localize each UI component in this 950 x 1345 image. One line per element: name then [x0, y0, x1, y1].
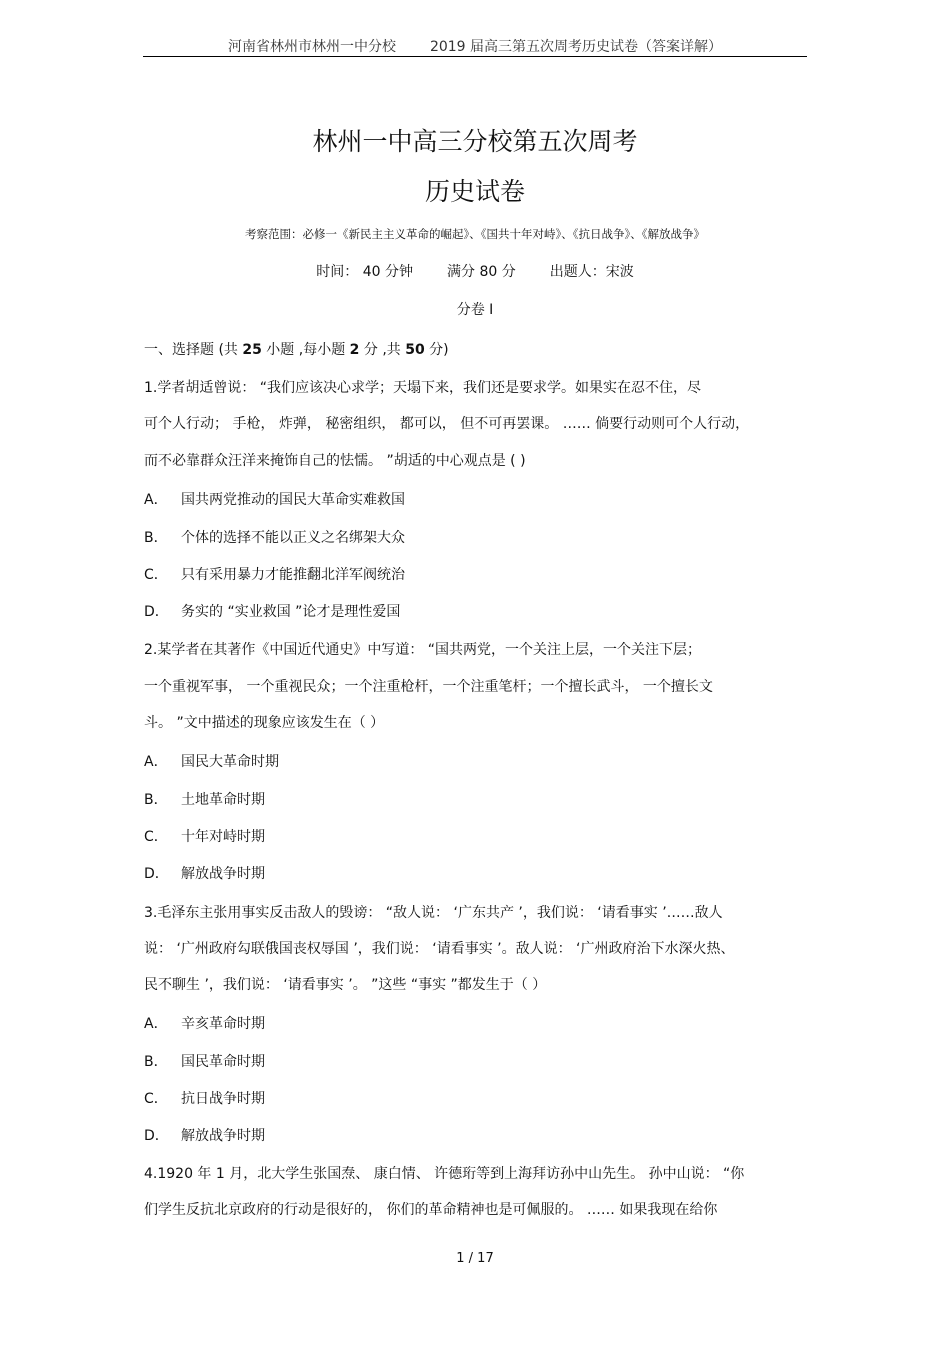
question-2-option-d: D． 解放战争时期 [144, 866, 265, 882]
header-exam: 2019 届高三第五次周考历史试卷（答案详解） [429, 39, 723, 55]
question-1-option-d: D． 务实的 “实业救国 ”论才是理性爱国 [144, 604, 401, 620]
question-2-option-a: A． 国民大革命时期 [144, 754, 279, 770]
question-1-option-a: A． 国共两党推动的国民大革命实难救国 [144, 492, 405, 508]
page-title: 林州一中高三分校第五次周考 [312, 127, 638, 156]
exam-time: 时间： 40 分钟 [316, 264, 413, 280]
question-2-option-b: B． 土地革命时期 [144, 792, 265, 808]
page-number: 1 / 17 [456, 1251, 494, 1266]
exam-scope: 考察范围：必修一《新民主主义革命的崛起》、《国共十年对峙》、《抗日战争》、《解放战争》 [245, 227, 705, 241]
section-heading [144, 339, 449, 359]
section-mid2: 分 ,共 [359, 342, 406, 358]
section-each: 2 [349, 342, 360, 358]
question-3-line-3: 民不聊生 ’，我们说： ‘请看事实 ’。 ”这些 “事实 ”都发生于（ ） [144, 977, 547, 993]
question-1-option-c: C． 只有采用暴力才能推翻北洋军阀统治 [144, 567, 405, 583]
question-1-line-2: 可个人行动； 手枪， 炸弹， 秘密组织， 都可以， 但不可再罢课。 …… 倘要行动则可个人行动， [144, 416, 750, 432]
exam-author: 出题人：宋波 [549, 264, 634, 280]
question-1-line-3: 而不必靠群众汪洋来掩饰自己的怯懦。 ”胡适的中心观点是 ( ) [144, 453, 526, 469]
question-2-line-2: 一个重视军事， 一个重视民众；一个注重枪杆，一个注重笔杆；一个擅长武斗， 一个擅长文 [144, 679, 713, 695]
header-school: 河南省林州市林州一中分校 [227, 39, 396, 55]
question-4-line-2: 们学生反抗北京政府的行动是很好的， 你们的革命精神也是可佩服的。 …… 如果我现在给你 [144, 1202, 718, 1218]
question-2-line-1: 2.某学者在其著作《中国近代通史》中写道： “国共两党，一个关注上层，一个关注下层； [144, 642, 702, 658]
section-prefix: 一、选择题 (共 [144, 342, 243, 358]
question-1-option-b: B． 个体的选择不能以正义之名绑架大众 [144, 530, 405, 546]
question-3-option-a: A． 辛亥革命时期 [144, 1016, 265, 1032]
question-2-option-c: C． 十年对峙时期 [144, 829, 265, 845]
header-rule [143, 56, 807, 57]
section-mid1: 小题 ,每小题 [261, 342, 350, 358]
question-3-line-1: 3.毛泽东主张用事实反击敌人的毁谤： “敌人说： ‘广东共产 ’，我们说： ‘请看事实 ’……敌人 [144, 905, 723, 921]
running-header [0, 36, 950, 56]
question-3-line-2: 说： ‘广州政府勾联俄国丧权辱国 ’，我们说： ‘请看事实 ’。敌人说： ‘广州政府治下水深火热、 [144, 941, 735, 957]
question-3-option-c: C． 抗日战争时期 [144, 1091, 265, 1107]
question-1-line-1: 1.学者胡适曾说： “我们应该决心求学；天塌下来，我们还是要求学。如果实在忍不住，尽 [144, 380, 702, 396]
section-suffix: 分) [424, 342, 449, 358]
question-4-line-1: 4.1920 年 1 月，北大学生张国焘、 康白情、 许德珩等到上海拜访孙中山先生。 孙中山说： “你 [144, 1166, 745, 1182]
exam-meta [0, 261, 950, 281]
question-3-option-b: B． 国民革命时期 [144, 1054, 265, 1070]
part-label: 分卷 I [456, 302, 494, 318]
page-subtitle: 历史试卷 [424, 177, 525, 206]
exam-score: 满分 80 分 [447, 264, 516, 280]
section-count: 25 [242, 342, 262, 358]
section-total: 50 [405, 342, 425, 358]
question-3-option-d: D． 解放战争时期 [144, 1128, 265, 1144]
question-2-line-3: 斗。 ”文中描述的现象应该发生在（ ） [144, 715, 385, 731]
